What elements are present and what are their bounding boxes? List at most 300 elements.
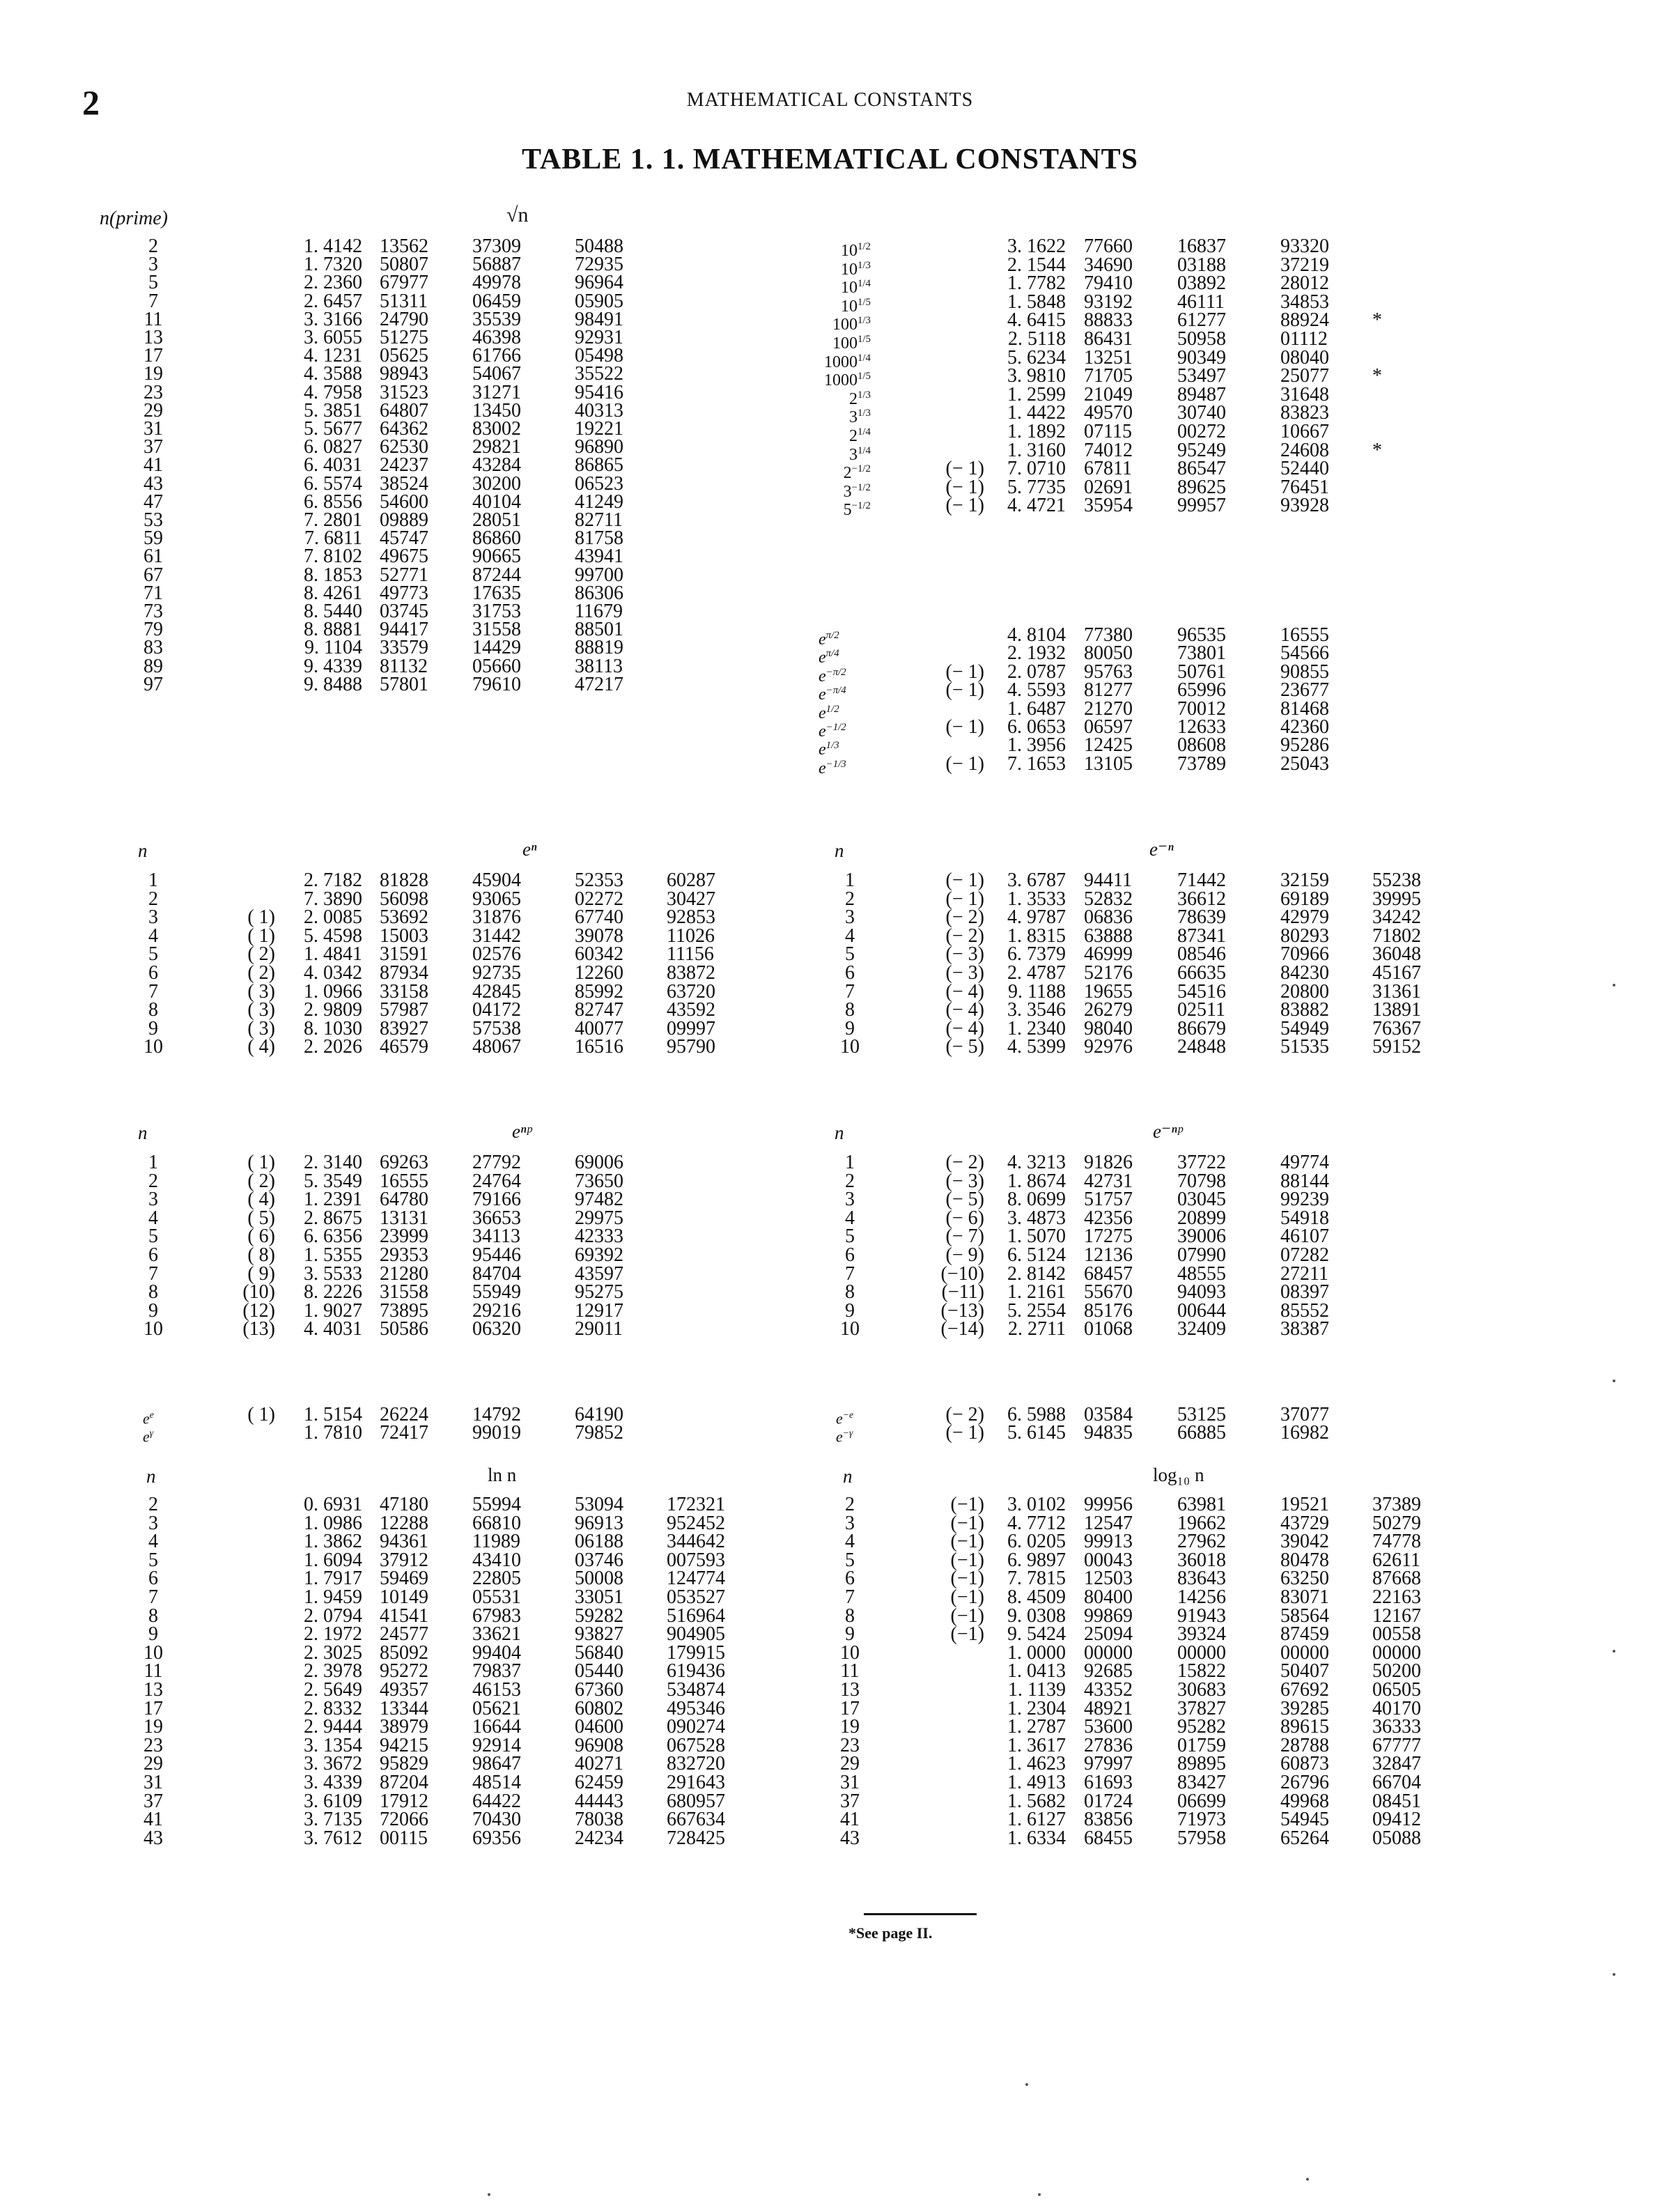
digit-group: 95763 [1084,660,1133,683]
digit-group: 16982 [1280,1422,1329,1444]
digit-group: 79852 [575,1422,623,1444]
digit-group: 067528 [667,1734,725,1756]
lead-value: 1. 8674 [1007,1170,1066,1192]
digit-group: 77380 [1084,624,1133,646]
lead-value: 3. 7612 [304,1827,362,1849]
digit-group: 28051 [472,509,521,531]
log-header: log₁₀ n [1153,1464,1204,1485]
digit-group: 21049 [1084,383,1133,405]
n-value: 31 [840,1772,860,1793]
digit-group: 43284 [472,454,521,477]
digit-group: 16644 [472,1716,521,1738]
digit-group: 08397 [1280,1281,1329,1304]
digit-group: 54949 [1280,1017,1329,1039]
digit-group: 32409 [1177,1318,1226,1340]
digit-group: 98040 [1084,1017,1133,1039]
digit-group: 65996 [1177,679,1226,702]
exponent-prefix: ( 9) [247,1262,275,1285]
exponent-prefix: (−10) [940,1262,984,1285]
digit-group: 49357 [380,1679,428,1701]
lead-value: 3. 3672 [304,1753,362,1775]
digit-group: 99957 [1177,495,1226,517]
digit-group: 77660 [1084,235,1133,257]
digit-group: 00272 [1177,421,1226,442]
digit-group: 59152 [1372,1036,1421,1058]
table-row [0,381,1660,408]
digit-group: 35954 [1084,495,1133,517]
digit-group: 24790 [380,308,428,330]
digit-group: 83071 [1280,1586,1329,1608]
digit-group: 81132 [380,655,428,677]
lead-value: 6. 0205 [1007,1531,1066,1553]
digit-group: 38113 [575,655,623,677]
n-value: 8 [845,999,855,1021]
digit-group: 06188 [575,1531,623,1553]
digit-group: 55994 [472,1494,521,1515]
n-value: 10 [840,1036,860,1058]
digit-group: 29353 [380,1244,428,1266]
digit-group: 50407 [1280,1660,1329,1683]
e-power-n-pi-header: eⁿᵖ [512,1121,532,1142]
digit-group: 516964 [667,1604,725,1627]
table-row [0,1301,1660,1321]
exponent-prefix: ( 3) [247,999,275,1021]
digit-group: 904905 [667,1623,725,1646]
digit-group: 07115 [1084,421,1132,442]
digit-group: 49774 [1280,1152,1329,1173]
digit-group: 24848 [1177,1036,1226,1058]
digit-group: 45904 [472,869,521,891]
n-value: 2 [148,1170,158,1192]
lead-value: 2. 8675 [304,1207,362,1229]
digit-group: 57801 [380,673,428,695]
lead-value: 6. 7379 [1007,943,1066,966]
digit-group: 63981 [1177,1494,1226,1515]
digit-group: 83872 [667,962,715,984]
digit-group: 73789 [1177,752,1226,775]
digit-group: 27836 [1084,1734,1133,1756]
lead-value: 6. 6356 [304,1225,362,1248]
n-value: 7 [148,290,158,312]
constant-label: $e^{\pi/4}$ [819,648,839,667]
n-value: 7 [148,1262,158,1285]
lead-value: 9. 4339 [304,655,362,677]
digit-group: 87204 [380,1772,428,1793]
exponent-prefix: (− 1) [945,660,984,683]
exponent-prefix: ( 8) [247,1244,275,1266]
digit-group: 31876 [472,906,521,929]
digit-group: 84230 [1280,962,1329,984]
digit-group: 93320 [1280,235,1329,257]
log-column-label: n [843,1466,853,1487]
lead-value: 1. 5848 [1007,291,1066,313]
digit-group: 34242 [1372,906,1421,929]
digit-group: 60342 [575,943,623,966]
n-value: 5 [148,943,158,966]
digit-group: 09412 [1372,1809,1421,1831]
n-value: 9 [845,1623,855,1646]
digit-group: 19221 [575,418,623,440]
n-value: 83 [143,637,163,659]
n-value: 13 [143,327,163,348]
n-value: 3 [845,906,855,929]
digit-group: 95275 [575,1281,623,1304]
digit-group: 85552 [1280,1299,1329,1322]
n-value: 5 [148,1549,158,1571]
digit-group: 12425 [1084,734,1133,757]
digit-group: 36612 [1177,888,1226,910]
digit-group: 81758 [575,527,623,550]
footnote-star: * [1372,439,1382,461]
lead-value: 4. 1231 [304,345,362,367]
digit-group: 94093 [1177,1281,1226,1304]
constant-label: $3^{1/3}$ [848,408,871,427]
constant-label: $e^{1/2}$ [819,703,839,722]
lead-value: 2. 9809 [304,999,362,1021]
lead-value: 4. 8104 [1007,624,1066,646]
lead-value: 7. 2801 [304,509,362,531]
n-value: 6 [148,1244,158,1266]
digit-group: 57538 [472,1017,521,1039]
digit-group: 83427 [1177,1772,1226,1793]
digit-group: 20899 [1177,1207,1226,1229]
exponent-prefix: ( 3) [247,1017,275,1039]
digit-group: 42356 [1084,1207,1133,1229]
lead-value: 1. 4142 [304,235,362,257]
lead-value: 1. 9459 [304,1586,362,1608]
digit-group: 23677 [1280,679,1329,702]
digit-group: 50488 [575,235,623,257]
digit-group: 22805 [472,1568,521,1590]
lead-value: 2. 0787 [1007,660,1066,683]
digit-group: 42845 [472,980,521,1003]
lead-value: 2. 9444 [304,1716,362,1738]
digit-group: 55238 [1372,869,1421,891]
digit-group: 51311 [380,290,428,312]
digit-group: 42333 [575,1225,623,1248]
digit-group: 60873 [1280,1753,1329,1775]
digit-group: 49675 [380,546,428,568]
digit-group: 83856 [1084,1809,1133,1831]
digit-group: 37219 [1280,254,1329,276]
n-value: 29 [143,1753,163,1775]
constant-label: $1000^{1/5}$ [823,371,871,390]
sqrt-n-column-label: n(prime) [100,208,168,229]
digit-group: 46153 [472,1679,521,1701]
exponent-prefix: (− 4) [945,1017,984,1039]
digit-group: 21280 [380,1262,428,1285]
digit-group: 43592 [667,999,715,1021]
digit-group: 13562 [380,235,428,257]
digit-group: 39006 [1177,1225,1226,1248]
lead-value: 8. 4509 [1007,1586,1066,1608]
constant-label: $2^{-1/2}$ [843,463,871,483]
digit-group: 64807 [380,399,428,421]
digit-group: 53692 [380,906,428,929]
lead-value: 1. 9027 [304,1299,362,1322]
digit-group: 30200 [472,472,521,495]
n-value: 37 [143,1790,163,1812]
n-value: 2 [148,235,158,257]
digit-group: 33579 [380,637,428,659]
digit-group: 95286 [1280,734,1329,757]
digit-group: 83002 [472,418,521,440]
digit-group: 66704 [1372,1772,1421,1793]
scan-speck [1025,2083,1028,2086]
digit-group: 88819 [575,637,623,659]
digit-group: 87244 [472,564,521,586]
digit-group: 172321 [667,1494,725,1515]
table-row [0,1227,1660,1246]
lead-value: 1. 6334 [1007,1827,1066,1849]
digit-group: 49773 [380,582,428,604]
n-value: 4 [845,1207,855,1229]
digit-group: 36048 [1372,943,1421,966]
exponent-prefix: (−1) [950,1512,984,1534]
digit-group: 99913 [1084,1531,1133,1553]
lead-value: 8. 2226 [304,1281,362,1304]
digit-group: 43352 [1084,1679,1133,1701]
n-value: 53 [143,509,163,531]
lead-value: 4. 3588 [304,363,362,385]
digit-group: 12288 [380,1512,428,1534]
lead-value: 1. 7917 [304,1568,362,1590]
n-value: 1 [148,869,158,891]
table-row [0,1283,1660,1302]
ln-column-label: n [146,1466,156,1487]
digit-group: 12136 [1084,1244,1133,1266]
digit-group: 95249 [1177,439,1226,461]
digit-group: 29011 [575,1318,623,1340]
digit-group: 76367 [1372,1017,1421,1039]
n-value: 6 [148,1568,158,1590]
digit-group: 05621 [472,1697,521,1719]
digit-group: 46579 [380,1036,428,1058]
digit-group: 33051 [575,1586,623,1608]
lead-value: 5. 6145 [1007,1422,1066,1444]
digit-group: 96535 [1177,624,1226,646]
digit-group: 89487 [1177,383,1226,405]
lead-value: 3. 6055 [304,327,362,348]
exponent-prefix: (− 3) [945,1170,984,1192]
exponent-prefix: (−14) [940,1318,984,1340]
lead-value: 3. 6787 [1007,869,1066,891]
digit-group: 11156 [667,943,714,966]
lead-value: 2. 2026 [304,1036,362,1058]
lead-value: 2. 7182 [304,869,362,891]
digit-group: 94835 [1084,1422,1133,1444]
running-head: MATHEMATICAL CONSTANTS [686,89,974,111]
n-value: 8 [845,1604,855,1627]
n-value: 8 [148,1281,158,1304]
table-row [0,254,1660,279]
n-value: 43 [143,1827,163,1849]
digit-group: 50279 [1372,1512,1421,1534]
digit-group: 95829 [380,1753,428,1775]
n-value: 9 [148,1299,158,1322]
n-value: 3 [845,1512,855,1534]
digit-group: 60802 [575,1697,623,1719]
n-value: 1 [845,1152,855,1173]
digit-group: 69006 [575,1152,623,1173]
exponent-prefix: (−1) [950,1604,984,1627]
lead-value: 3. 3546 [1007,999,1066,1021]
exponent-prefix: (− 1) [945,679,984,702]
digit-group: 62530 [380,436,428,458]
digit-group: 01759 [1177,1734,1226,1756]
digit-group: 16555 [1280,624,1329,646]
scan-speck [1613,1379,1615,1382]
n-value: 5 [148,272,158,294]
digit-group: 94361 [380,1531,428,1553]
scan-speck [1613,1973,1615,1976]
constant-label: $10^{1/3}$ [840,259,871,279]
table-row [0,1264,1660,1284]
digit-group: 79610 [472,673,521,695]
digit-group: 05905 [575,290,623,312]
digit-group: 80478 [1280,1549,1329,1571]
digit-group: 69356 [472,1827,521,1849]
digit-group: 99404 [472,1641,521,1664]
digit-group: 05531 [472,1586,521,1608]
table-row [0,752,1660,778]
digit-group: 680957 [667,1790,725,1812]
digit-group: 37309 [472,235,521,257]
lead-value: 6. 0827 [304,436,362,458]
exponent-prefix: ( 2) [247,1170,275,1192]
lead-value: 4. 9787 [1007,906,1066,929]
digit-group: 952452 [667,1512,725,1534]
digit-group: 14792 [472,1404,521,1425]
digit-group: 57958 [1177,1827,1226,1849]
digit-group: 24764 [472,1170,521,1192]
digit-group: 42360 [1280,716,1329,738]
digit-group: 68455 [1084,1827,1133,1849]
digit-group: 12167 [1372,1604,1421,1627]
n-value: 43 [143,472,163,495]
exponent-prefix: (−13) [940,1299,984,1322]
digit-group: 67692 [1280,1679,1329,1701]
exponent-prefix: (− 1) [945,495,984,517]
digit-group: 13891 [1372,999,1421,1021]
digit-group: 28012 [1280,272,1329,295]
digit-group: 43410 [472,1549,521,1571]
digit-group: 30683 [1177,1679,1226,1701]
lead-value: 3. 9810 [1007,365,1066,387]
digit-group: 45167 [1372,962,1421,984]
constant-label: $3^{1/4}$ [848,444,871,464]
digit-group: 51535 [1280,1036,1329,1058]
digit-group: 98647 [472,1753,521,1775]
table-row [0,1773,1660,1793]
table-row [0,1625,1660,1644]
lead-value: 1. 7320 [304,254,362,276]
digit-group: 65264 [1280,1827,1329,1849]
digit-group: 86306 [575,582,623,604]
exponent-prefix: (− 1) [945,458,984,480]
digit-group: 96908 [575,1734,623,1756]
footnote: *See page II. [848,1924,933,1942]
constant-label: $e^{1/3}$ [819,740,839,759]
n-value: 17 [143,1697,163,1719]
digit-group: 08040 [1280,346,1329,369]
exponent-prefix: (− 2) [945,925,984,947]
digit-group: 48921 [1084,1697,1133,1719]
constant-label: $e^{-1/3}$ [819,758,846,778]
digit-group: 06836 [1084,906,1133,929]
n-value: 41 [143,454,163,477]
digit-group: 71442 [1177,869,1226,891]
table-row [0,1246,1660,1265]
digit-group: 48067 [472,1036,521,1058]
digit-group: 832720 [667,1753,725,1775]
table-title: TABLE 1. 1. MATHEMATICAL CONSTANTS [521,144,1138,176]
digit-group: 85176 [1084,1299,1133,1322]
digit-group: 96964 [575,272,623,294]
exponent-prefix: ( 2) [247,943,275,966]
n-value: 17 [143,345,163,367]
n-value: 11 [143,308,163,330]
digit-group: 94417 [380,619,428,641]
digit-group: 47217 [575,673,623,695]
digit-group: 00558 [1372,1623,1421,1646]
digit-group: 31523 [380,381,428,403]
digit-group: 24237 [380,454,428,477]
digit-group: 71973 [1177,1809,1226,1831]
digit-group: 47180 [380,1494,428,1515]
n-value: 2 [845,888,855,910]
digit-group: 26279 [1084,999,1133,1021]
exponent-prefix: (− 1) [945,752,984,775]
n-value: 4 [148,1207,158,1229]
digit-group: 40271 [575,1753,623,1775]
digit-group: 31591 [380,943,428,966]
lead-value: 1. 5154 [304,1404,362,1425]
n-value: 11 [143,1660,163,1683]
digit-group: 38979 [380,1716,428,1738]
digit-group: 50807 [380,254,428,276]
lead-value: 4. 4721 [1007,495,1066,517]
exponent-prefix: (− 5) [945,1189,984,1211]
exponent-prefix: ( 6) [247,1225,275,1248]
n-value: 73 [143,601,163,622]
exponent-prefix: (−1) [950,1586,984,1608]
lead-value: 7. 3890 [304,888,362,910]
scan-speck [1613,984,1615,987]
digit-group: 291643 [667,1772,725,1793]
lead-value: 1. 2304 [1007,1697,1066,1719]
digit-group: 70012 [1177,697,1226,720]
digit-group: 03584 [1084,1404,1133,1425]
lead-value: 1. 3956 [1007,734,1066,757]
exponent-prefix: ( 5) [247,1207,275,1229]
table-row [0,1404,1660,1428]
digit-group: 93928 [1280,495,1329,517]
constant-label: $e^{-\gamma}$ [836,1428,853,1446]
digit-group: 39285 [1280,1697,1329,1719]
n-value: 67 [143,564,163,586]
digit-group: 63720 [667,980,715,1003]
digit-group: 01724 [1084,1790,1133,1812]
table-row [0,421,1660,445]
e-power-n-header: eⁿ [522,839,537,860]
digit-group: 87459 [1280,1623,1329,1646]
n-value: 23 [143,1734,163,1756]
exponent-prefix: ( 4) [247,1036,275,1058]
digit-group: 92931 [575,327,623,348]
n-value: 23 [840,1734,860,1756]
digit-group: 53600 [1084,1716,1133,1738]
